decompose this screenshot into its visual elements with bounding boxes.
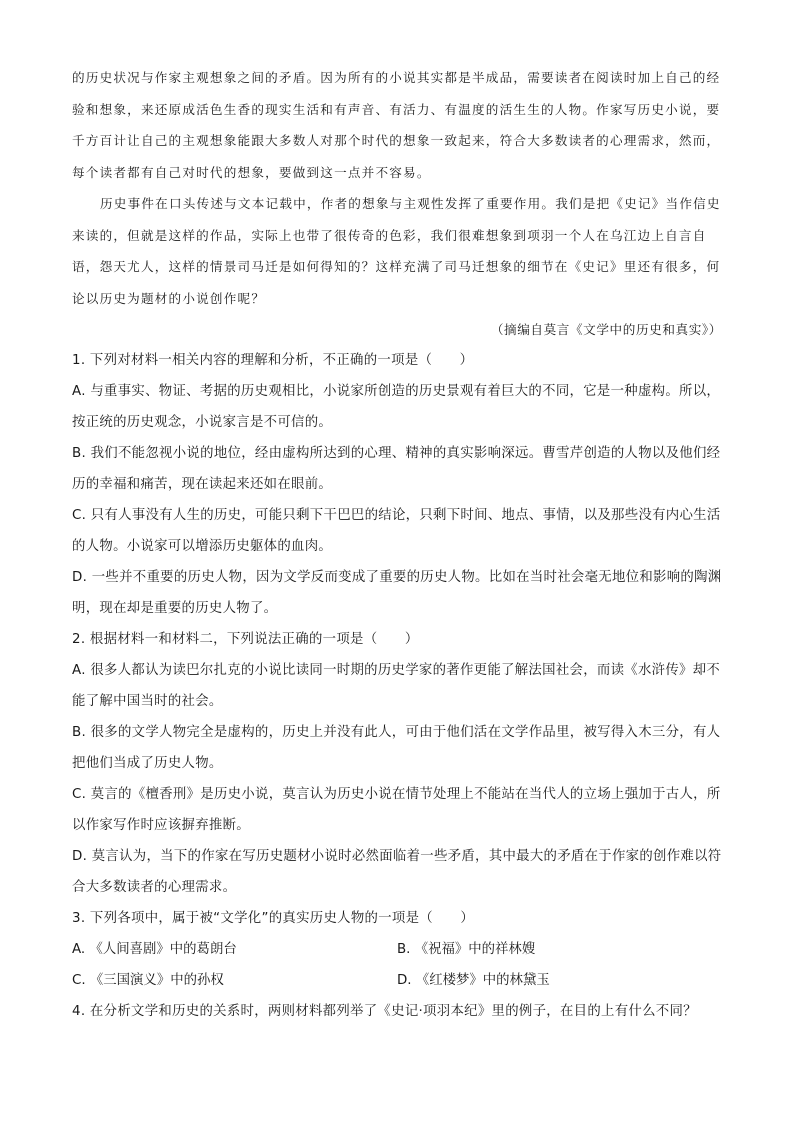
exam-page: [72, 62, 722, 1027]
question-stem: 3. 下列各项中，属于被“文学化”的真实历史人物的一项是（ ）: [72, 911, 475, 926]
option-b: B. 《祝福》中的祥林嫂: [397, 942, 536, 957]
question-2: [72, 624, 722, 903]
option-b: B. 很多的文学人物完全是虚构的，历史上并没有此人，可由于他们活在文学作品里，被写得入木三分，有人把他们当成了历史人物。: [72, 725, 721, 771]
options-row: [72, 934, 722, 965]
question-1: [72, 345, 722, 624]
option-a: A. 《人间喜剧》中的葛朗台: [72, 942, 237, 957]
option-a: A. 与重事实、物证、考据的历史观相比，小说家所创造的历史景观有着巨大的不同，它是一种虚构。所以，按正统的历史观念，小说家言是不可信的。: [72, 384, 721, 430]
question-4: [72, 996, 722, 1027]
question-stem: 2. 根据材料一和材料二，下列说法正确的一项是（ ）: [72, 632, 419, 647]
question-3: [72, 903, 722, 996]
option-d: D. 一些并不重要的历史人物，因为文学反而变成了重要的历史人物。比如在当时社会毫无地位和影响的陶渊明，现在却是重要的历史人物了。: [72, 570, 722, 616]
option-b: B. 我们不能忽视小说的地位，经由虚构所达到的心理、精神的真实影响深远。曹雪芹创造的人物以及他们经历的幸福和痛苦，现在读起来还如在眼前。: [72, 446, 721, 492]
question-stem: 1. 下列对材料一相关内容的理解和分析，不正确的一项是（ ）: [72, 353, 474, 368]
passage-source: （摘编自莫言《文学中的历史和真实》）: [490, 322, 722, 337]
option-c: C. 莫言的《檀香刑》是历史小说，莫言认为历史小说在情节处理上不能站在当代人的立场上强加于古人，所以作家写作时应该摒弃推断。: [72, 787, 721, 833]
passage-paragraph: 历史事件在口头传述与文本记载中，作者的想象与主观性发挥了重要作用。我们是把《史记》当作信史来读的，但就是这样的作品，实际上也带了很传奇的色彩，我们很难想象到项羽一个人在乌江边上自言自语，怨天尤人，这样的情景司马迁是如何得知的？这样充满了司马迁想象的细节在《史记》里还有很多，何论以历史为题材的小说创作呢？: [72, 196, 721, 306]
option-c: C. 只有人事没有人生的历史，可能只剩下干巴巴的结论，只剩下时间、地点、事情，以及那些没有内心生活的人物。小说家可以增添历史躯体的血肉。: [72, 508, 721, 554]
options-row: [72, 965, 722, 996]
question-stem: 4. 在分析文学和历史的关系时，两则材料都列举了《史记·项羽本纪》里的例子，在目的上有什么不同？: [72, 1004, 697, 1019]
option-c: C. 《三国演义》中的孙权: [72, 973, 224, 988]
option-a: A. 很多人都认为读巴尔扎克的小说比读同一时期的历史学家的著作更能了解法国社会，而读《水浒传》却不能了解中国当时的社会。: [72, 663, 721, 709]
passage-paragraph: 的历史状况与作家主观想象之间的矛盾。因为所有的小说其实都是半成品，需要读者在阅读时加上自己的经验和想象，来还原成活色生香的现实生活和有声音、有活力、有温度的活生生的人物。作家写历史小说，要千方百计让自己的主观想象能跟大多数人对那个时代的想象一致起来，符合大多数读者的心理需求，然而，每个读者都有自己对时代的想象，要做到这一点并不容易。: [72, 70, 721, 180]
option-d: D. 莫言认为，当下的作家在写历史题材小说时必然面临着一些矛盾，其中最大的矛盾在于作家的创作难以符合大多数读者的心理需求。: [72, 849, 722, 895]
option-d: D. 《红楼梦》中的林黛玉: [397, 973, 550, 988]
